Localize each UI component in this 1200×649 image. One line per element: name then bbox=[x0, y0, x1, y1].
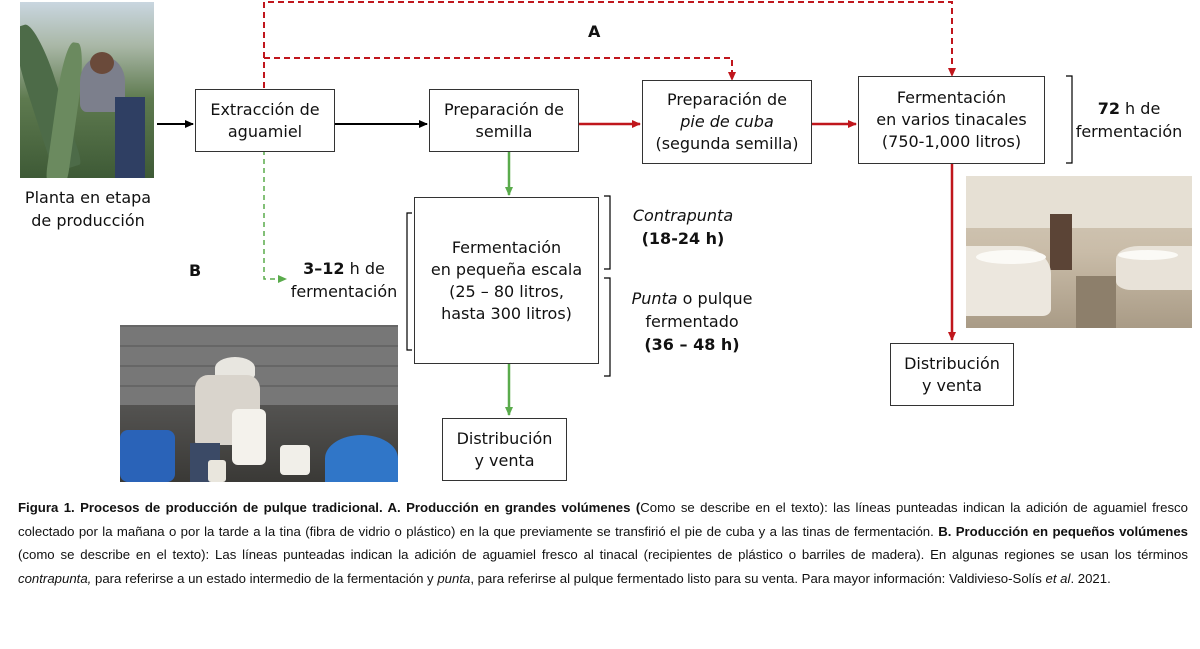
caption-term: et al bbox=[1045, 570, 1071, 586]
punta-time: (36 – 48 h) bbox=[644, 335, 740, 354]
label-b: B bbox=[189, 261, 202, 280]
annotation-punta bbox=[610, 287, 774, 356]
box-line: en varios tinacales bbox=[876, 110, 1027, 129]
caption-figure-title: Figura 1. Procesos de producción de pulque tradicional. A. Producción en grandes volúmenes ( bbox=[18, 500, 641, 515]
caption-term: punta bbox=[437, 570, 471, 586]
annotation-3-12h-text: h de bbox=[344, 259, 385, 278]
small-scale-photo bbox=[120, 325, 398, 482]
contrapunta-term: Contrapunta bbox=[632, 206, 734, 225]
annotation-72h-line2: fermentación bbox=[1075, 122, 1183, 141]
box-line: Fermentación bbox=[896, 88, 1007, 107]
punta-line2: fermentado bbox=[645, 312, 739, 331]
plant-caption-line2: de producción bbox=[31, 211, 145, 230]
caption-text: (como se describe en el texto): Las líneas punteadas indican la adición de aguamiel fresco al tinacal (recipientes de plástico o barriles de madera). En algunas regiones se usan los términos bbox=[18, 547, 1188, 562]
plant-caption bbox=[10, 186, 166, 232]
caption-text: Como se describe en el texto): las líneas punteadas indican la adición de aguamiel fresco colectado por la mañana o por la tarde a la tina (fibra de vidrio o plástico) en la que previamente se transfirió el pie de cuba y a las tinas de fermentación. bbox=[18, 500, 1188, 539]
box-line: aguamiel bbox=[227, 121, 303, 141]
annotation-3-12h-line2: fermentación bbox=[290, 282, 398, 301]
box-line: (750-1,000 litros) bbox=[881, 132, 1022, 151]
figure-caption bbox=[18, 496, 1188, 590]
box-extraccion-aguamiel bbox=[195, 89, 335, 152]
annotation-72h bbox=[1064, 97, 1194, 143]
box-line: semilla bbox=[475, 121, 533, 141]
box-line: Distribución bbox=[456, 428, 553, 448]
caption-section-b: B. Producción en pequeños volúmenes bbox=[938, 523, 1188, 539]
box-line: Distribución bbox=[904, 353, 1000, 373]
box-fermentacion-pequena bbox=[414, 197, 599, 364]
box-line: (25 – 80 litros, bbox=[449, 281, 564, 301]
box-line: y venta bbox=[921, 375, 983, 395]
box-distribucion-b bbox=[442, 418, 567, 481]
box-line: hasta 300 litros) bbox=[441, 303, 572, 323]
annotation-3-12h-number: 3–12 bbox=[303, 259, 345, 278]
box-line: (segunda semilla) bbox=[655, 134, 799, 153]
box-line: en pequeña escala bbox=[430, 259, 583, 279]
annotation-3-12h bbox=[280, 257, 408, 303]
caption-text: . 2021. bbox=[1070, 570, 1111, 586]
box-line: Preparación de bbox=[443, 99, 565, 119]
box-line: y venta bbox=[474, 450, 535, 470]
box-pie-de-cuba bbox=[642, 80, 812, 164]
box-line: Fermentación bbox=[451, 237, 562, 257]
punta-text: o pulque bbox=[677, 289, 753, 308]
dashed-red-lines-a bbox=[264, 2, 952, 98]
box-preparacion-semilla bbox=[429, 89, 579, 152]
annotation-contrapunta bbox=[610, 204, 756, 250]
box-distribucion-a bbox=[890, 343, 1014, 406]
caption-text: para referirse a un estado intermedio de la fermentación y bbox=[91, 570, 438, 586]
box-line-italic: pie de cuba bbox=[680, 112, 774, 131]
label-a: A bbox=[588, 22, 601, 41]
caption-term: contrapunta, bbox=[18, 570, 92, 586]
box-line: Preparación de bbox=[666, 90, 788, 109]
annotation-72h-number: 72 bbox=[1097, 99, 1120, 118]
plant-caption-line1: Planta en etapa bbox=[24, 188, 152, 207]
annotation-72h-text: h de bbox=[1119, 99, 1161, 118]
box-line: Extracción de bbox=[210, 99, 320, 119]
tinacal-room-photo bbox=[966, 176, 1192, 328]
caption-text: , para referirse al pulque fermentado listo para su venta. Para mayor información: Valdivieso-Solís bbox=[470, 570, 1046, 586]
box-fermentacion-tinacales bbox=[858, 76, 1045, 164]
contrapunta-time: (18-24 h) bbox=[641, 229, 725, 248]
agave-plant-photo bbox=[20, 2, 154, 178]
punta-term: Punta bbox=[631, 289, 678, 308]
